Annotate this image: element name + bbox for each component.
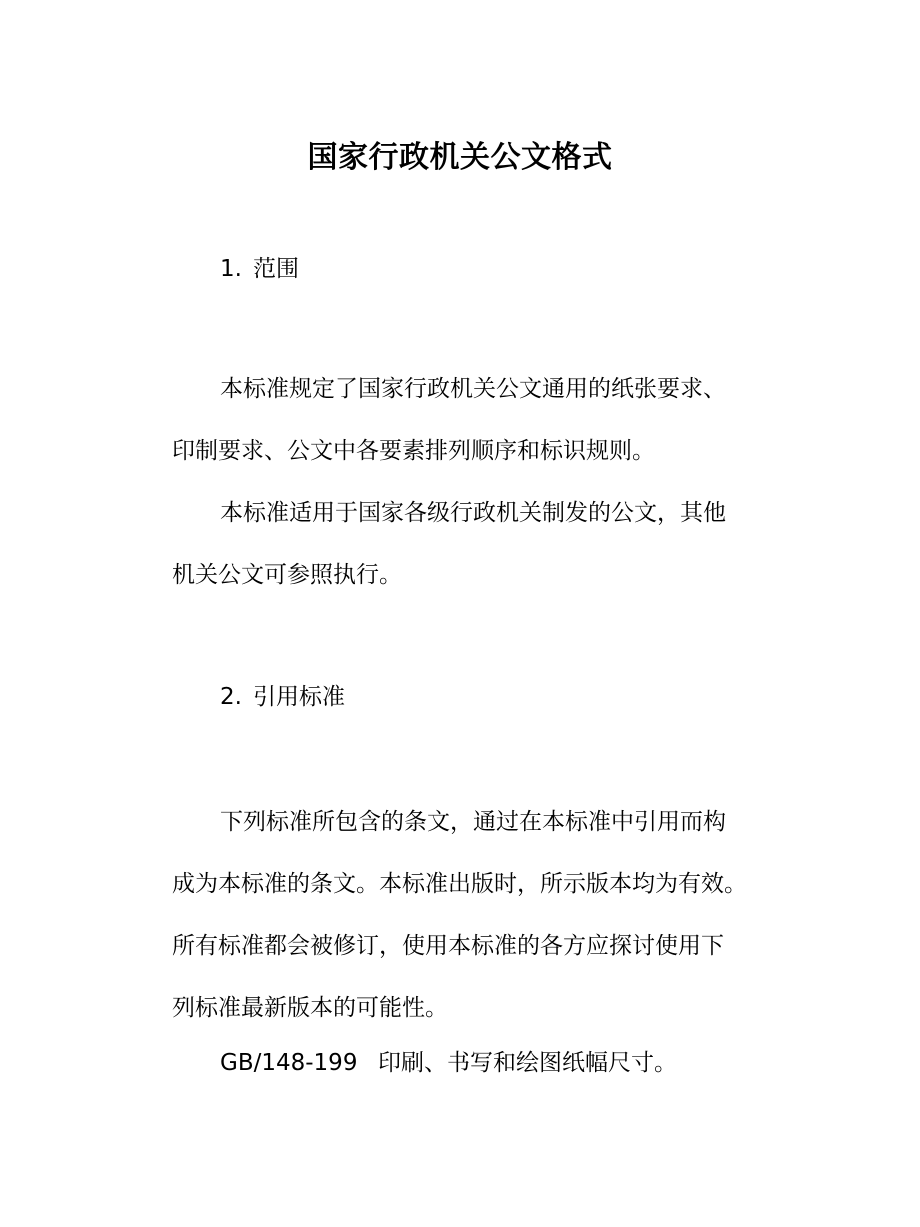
paragraph-line: 机关公文可参照执行。 (172, 562, 402, 588)
section-1-title: 范围 (253, 256, 299, 282)
section-1-paragraph-1 (172, 358, 752, 482)
paragraph-line: 下列标准所包含的条文，通过在本标准中引用而构 (220, 809, 726, 835)
paragraph-line: 印制要求、公文中各要素排列顺序和标识规则。 (172, 438, 655, 464)
paragraph-line: 列标准最新版本的可能性。 (172, 995, 448, 1021)
paragraph-line: 本标准规定了国家行政机关公文通用的纸张要求、 (220, 376, 726, 402)
reference-code: GB/148-199 (220, 1050, 358, 1076)
document-title: 国家行政机关公文格式 (307, 140, 613, 175)
section-2-heading (220, 681, 345, 713)
section-2-number: 2. (220, 684, 242, 710)
paragraph-line: 所有标准都会被修订，使用本标准的各方应探讨使用下 (172, 933, 724, 959)
paragraph-line: 本标准适用于国家各级行政机关制发的公文，其他 (220, 500, 726, 526)
reference-text: 印刷、书写和绘图纸幅尺寸。 (378, 1050, 677, 1076)
section-1-heading (220, 253, 299, 285)
section-1-paragraph-2 (172, 482, 752, 606)
section-2-title: 引用标准 (253, 684, 345, 710)
section-1-number: 1. (220, 256, 242, 282)
reference-standard (220, 1047, 677, 1079)
section-2-paragraph-1 (172, 791, 752, 1039)
paragraph-line: 成为本标准的条文。本标准出版时，所示版本均为有效。 (172, 871, 747, 897)
